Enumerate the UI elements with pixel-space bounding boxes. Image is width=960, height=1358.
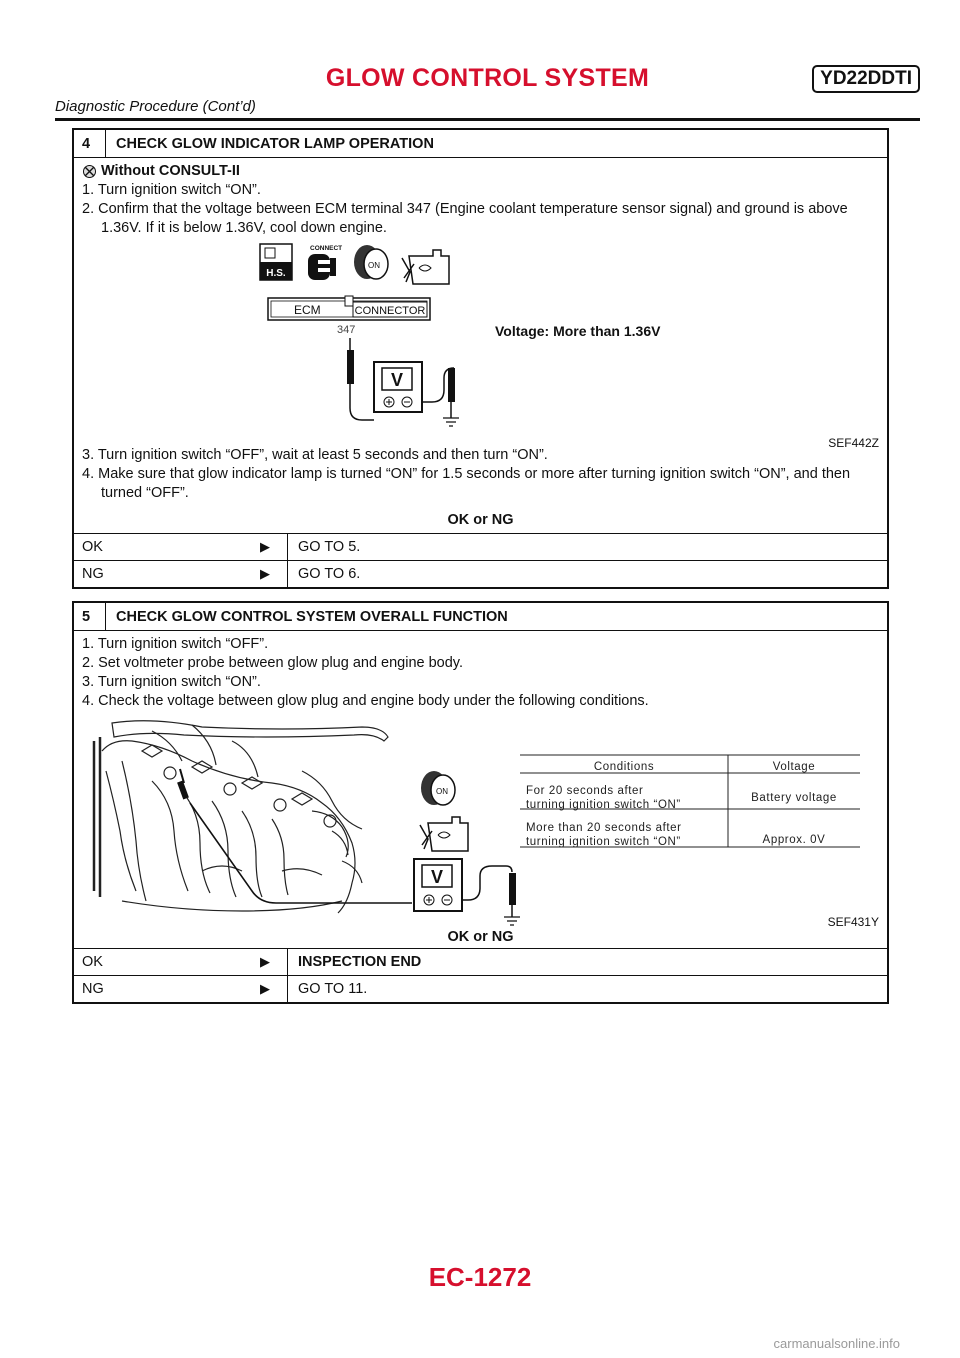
- arrow-right-icon: ▶: [260, 976, 288, 1002]
- result-label: OK: [82, 539, 103, 555]
- step-number: 4: [74, 130, 106, 157]
- svg-text:CONNECT: CONNECT: [310, 245, 343, 252]
- step-5-header: [74, 603, 887, 631]
- page-number: EC-1272: [428, 1262, 532, 1292]
- step-4-header: [74, 130, 887, 158]
- step-number: 5: [74, 603, 106, 630]
- svg-text:H.S.: H.S.: [266, 268, 286, 279]
- figure-code: SEF431Y: [827, 915, 879, 929]
- table-row: [520, 816, 860, 854]
- ignition-on-icon: [354, 245, 388, 279]
- figure-code: SEF442Z: [828, 436, 879, 450]
- arrow-right-icon: ▶: [260, 534, 288, 560]
- step-4-instruction-3: 3. Turn ignition switch “OFF”, wait at least 5 seconds and then turn “ON”.: [82, 447, 548, 463]
- svg-text:ON: ON: [436, 787, 448, 796]
- step-5-instruction-1: 1. Turn ignition switch “OFF”.: [82, 636, 269, 652]
- step-4-content: [74, 158, 887, 533]
- result-row-ng: [74, 975, 887, 1002]
- step-4-instruction-2: 2. Confirm that the voltage between ECM terminal 347 (Engine coolant temperature sensor signal) and ground is above 1.36V. If it is below 1.36V, cool down engine.: [82, 201, 848, 236]
- ecm-connector: [268, 296, 430, 320]
- voltmeter-probe-positive: [177, 769, 412, 903]
- connect-icon: [308, 245, 342, 280]
- step-4-instruction-1: 1. Turn ignition switch “ON”.: [82, 182, 261, 198]
- section-title: GLOW CONTROL SYSTEM: [325, 64, 650, 92]
- engine-icon: [402, 250, 449, 284]
- result-label: NG: [82, 566, 104, 582]
- result-action: GO TO 5.: [298, 539, 361, 555]
- without-consult-subheading: [82, 162, 879, 181]
- hs-icon: [260, 244, 292, 280]
- result-action: GO TO 6.: [298, 566, 361, 582]
- page-subtitle: Diagnostic Procedure (Cont’d): [55, 98, 256, 115]
- result-row-ok: [74, 533, 887, 560]
- voltmeter-probe-positive: [347, 338, 374, 420]
- table-row: [520, 780, 860, 816]
- voltage-value: Approx. 0V: [762, 834, 826, 846]
- ok-or-ng-label: OK or NG: [447, 512, 514, 528]
- ignition-on-icon: [421, 771, 455, 805]
- voltmeter-icon: [374, 362, 422, 412]
- svg-text:ECM: ECM: [294, 303, 321, 317]
- step-5-instruction-3: 3. Turn ignition switch “ON”.: [82, 674, 261, 690]
- step-5-instruction-4: 4. Check the voltage between glow plug and engine body under the following conditions.: [82, 693, 649, 709]
- svg-text:CONNECTOR: CONNECTOR: [354, 305, 426, 317]
- no-tools-icon: [82, 164, 97, 179]
- step-4-box: [72, 128, 889, 589]
- condition-line-2: turning ignition switch “ON”: [526, 836, 681, 848]
- voltage-value: Battery voltage: [751, 791, 837, 804]
- result-label: OK: [82, 954, 103, 970]
- glow-plug-voltage-figure: [82, 711, 879, 929]
- engine-icon: [420, 817, 468, 851]
- step-5-box: [72, 601, 889, 1004]
- condition-line-1: More than 20 seconds after: [526, 822, 682, 834]
- result-action: GO TO 11.: [298, 981, 368, 997]
- step-5-instruction-2: 2. Set voltmeter probe between glow plug and engine body.: [82, 655, 464, 671]
- voltage-spec: Voltage: More than 1.36V: [495, 323, 661, 339]
- svg-text:V: V: [390, 370, 404, 390]
- result-row-ok: [74, 948, 887, 975]
- voltmeter-probe-ground: [462, 866, 520, 925]
- result-row-ng: [74, 560, 887, 587]
- step-heading: CHECK GLOW INDICATOR LAMP OPERATION: [116, 135, 434, 152]
- arrow-right-icon: ▶: [260, 561, 288, 587]
- result-action: INSPECTION END: [298, 954, 422, 970]
- condition-line-1: For 20 seconds after: [526, 785, 644, 797]
- step-5-content: [74, 631, 887, 948]
- conditions-table: [520, 755, 860, 854]
- table-header-voltage: Voltage: [772, 761, 816, 773]
- svg-text:V: V: [430, 867, 444, 887]
- engine-block-illustration: [94, 721, 388, 913]
- step-heading: CHECK GLOW CONTROL SYSTEM OVERALL FUNCTION: [116, 608, 508, 625]
- watermark: carmanualsonline.info: [773, 1336, 900, 1351]
- ecm-voltage-figure: [82, 238, 879, 450]
- result-label: NG: [82, 981, 104, 997]
- engine-model-badge: YD22DDTI: [812, 65, 920, 93]
- header-rule: [55, 118, 920, 121]
- step-4-instruction-4: 4. Make sure that glow indicator lamp is turned “ON” for 1.5 seconds or more after turning ignition switch “ON”, and then turned “OFF”.: [82, 466, 851, 501]
- arrow-right-icon: ▶: [260, 949, 288, 975]
- subheading-text: Without CONSULT-II: [101, 163, 240, 179]
- table-header-conditions: Conditions: [593, 761, 655, 773]
- condition-line-2: turning ignition switch “ON”: [526, 799, 681, 811]
- svg-text:ON: ON: [368, 261, 380, 270]
- voltmeter-icon: [414, 859, 462, 911]
- terminal-347-label: 347: [337, 324, 356, 336]
- voltmeter-probe-ground: [422, 368, 459, 426]
- ok-or-ng-label: OK or NG: [447, 929, 514, 945]
